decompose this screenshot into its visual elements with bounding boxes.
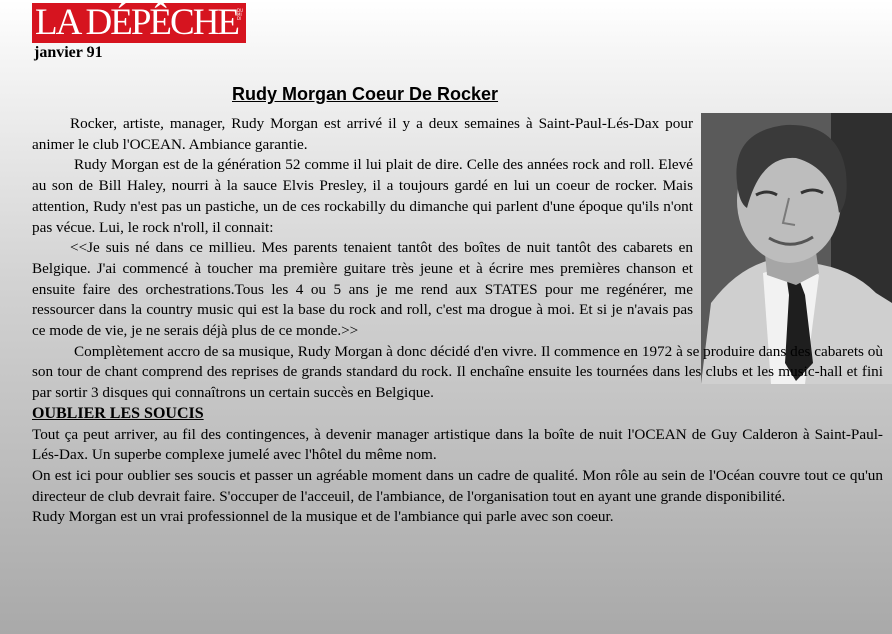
- article-body: [32, 114, 883, 528]
- logo-text: LA DÉPÊCHE: [35, 3, 239, 43]
- newspaper-logo: [32, 3, 246, 43]
- article-paragraph: Rocker, artiste, manager, Rudy Morgan est arrivé il y a deux semaines à Saint-Paul-Lés-Dax pour animer le club l'OCEAN. Ambiance garantie.: [32, 115, 693, 153]
- article-paragraph: On est ici pour oublier ses soucis et passer un agréable moment dans un cadre de qualité. Mon rôle au sein de l'Océan couvre tout ce qu'un directeur de club devrait faire. S'occuper de l'acceuil, de l'ambiance, de l'organisation tout en ayant une grande disponibilité.: [32, 466, 883, 505]
- article-paragraph: Tout ça peut arriver, au fil des contingences, à devenir manager artistique dans la boîte de nuit l'OCEAN de Guy Calderon à Saint-Paul-Lés-Dax. Un superbe complexe jumelé avec l'hôtel du même nom.: [32, 425, 883, 464]
- article-subheading: OUBLIER LES SOUCIS: [32, 404, 204, 422]
- article-quote: <<Je suis né dans ce millieu. Mes parents tenaient tantôt des boîtes de nuit tantôt des cabarets en Belgique. J'ai commencé à toucher ma première guitare très jeune et à écrire mes premières chanson et ensuite faire des orchestrations.Tous les 4 ou 5 ans je me rend aux STATES pour me regénérer, me ressourcer dans la country music qui est la base du rock and roll, c'est ma drogue à moi. Et si je n'avais pas ce mode de vie, je ne serais déjà plus de ce monde.>>: [32, 239, 693, 340]
- article-title: Rudy Morgan Coeur De Rocker: [232, 84, 499, 104]
- issue-date: janvier 91: [34, 44, 103, 61]
- article-paragraph: Complètement accro de sa musique, Rudy Morgan à donc décidé d'en vivre. Il commence en 1972 à se produire dans des cabarets où son tour de chant comprend des reprises de grands standard du rock. Il enchaîne ensuite les tournées dans les clubs et les music-hall et fini par sortir 3 disques qui connaîtrons un certain succès en Belgique.: [32, 342, 883, 402]
- article-paragraph: Rudy Morgan est de la génération 52 comme il lui plait de dire. Celle des années rock and roll. Elevé au son de Bill Haley, nourri à la sauce Elvis Presley, il a toujours gardé en lui un coeur de rocker. Mais attention, Rudy n'est pas un pastiche, un de ces rockabilly du dimanche qui parlent d'une époque qu'ils n'ont pas vécue. Lui, le rock n'roll, il connait:: [32, 156, 693, 236]
- logo-subtext: DU MIDI: [237, 8, 244, 21]
- article-paragraph: Rudy Morgan est un vrai professionnel de la musique et de l'ambiance qui parle avec son coeur.: [32, 508, 614, 526]
